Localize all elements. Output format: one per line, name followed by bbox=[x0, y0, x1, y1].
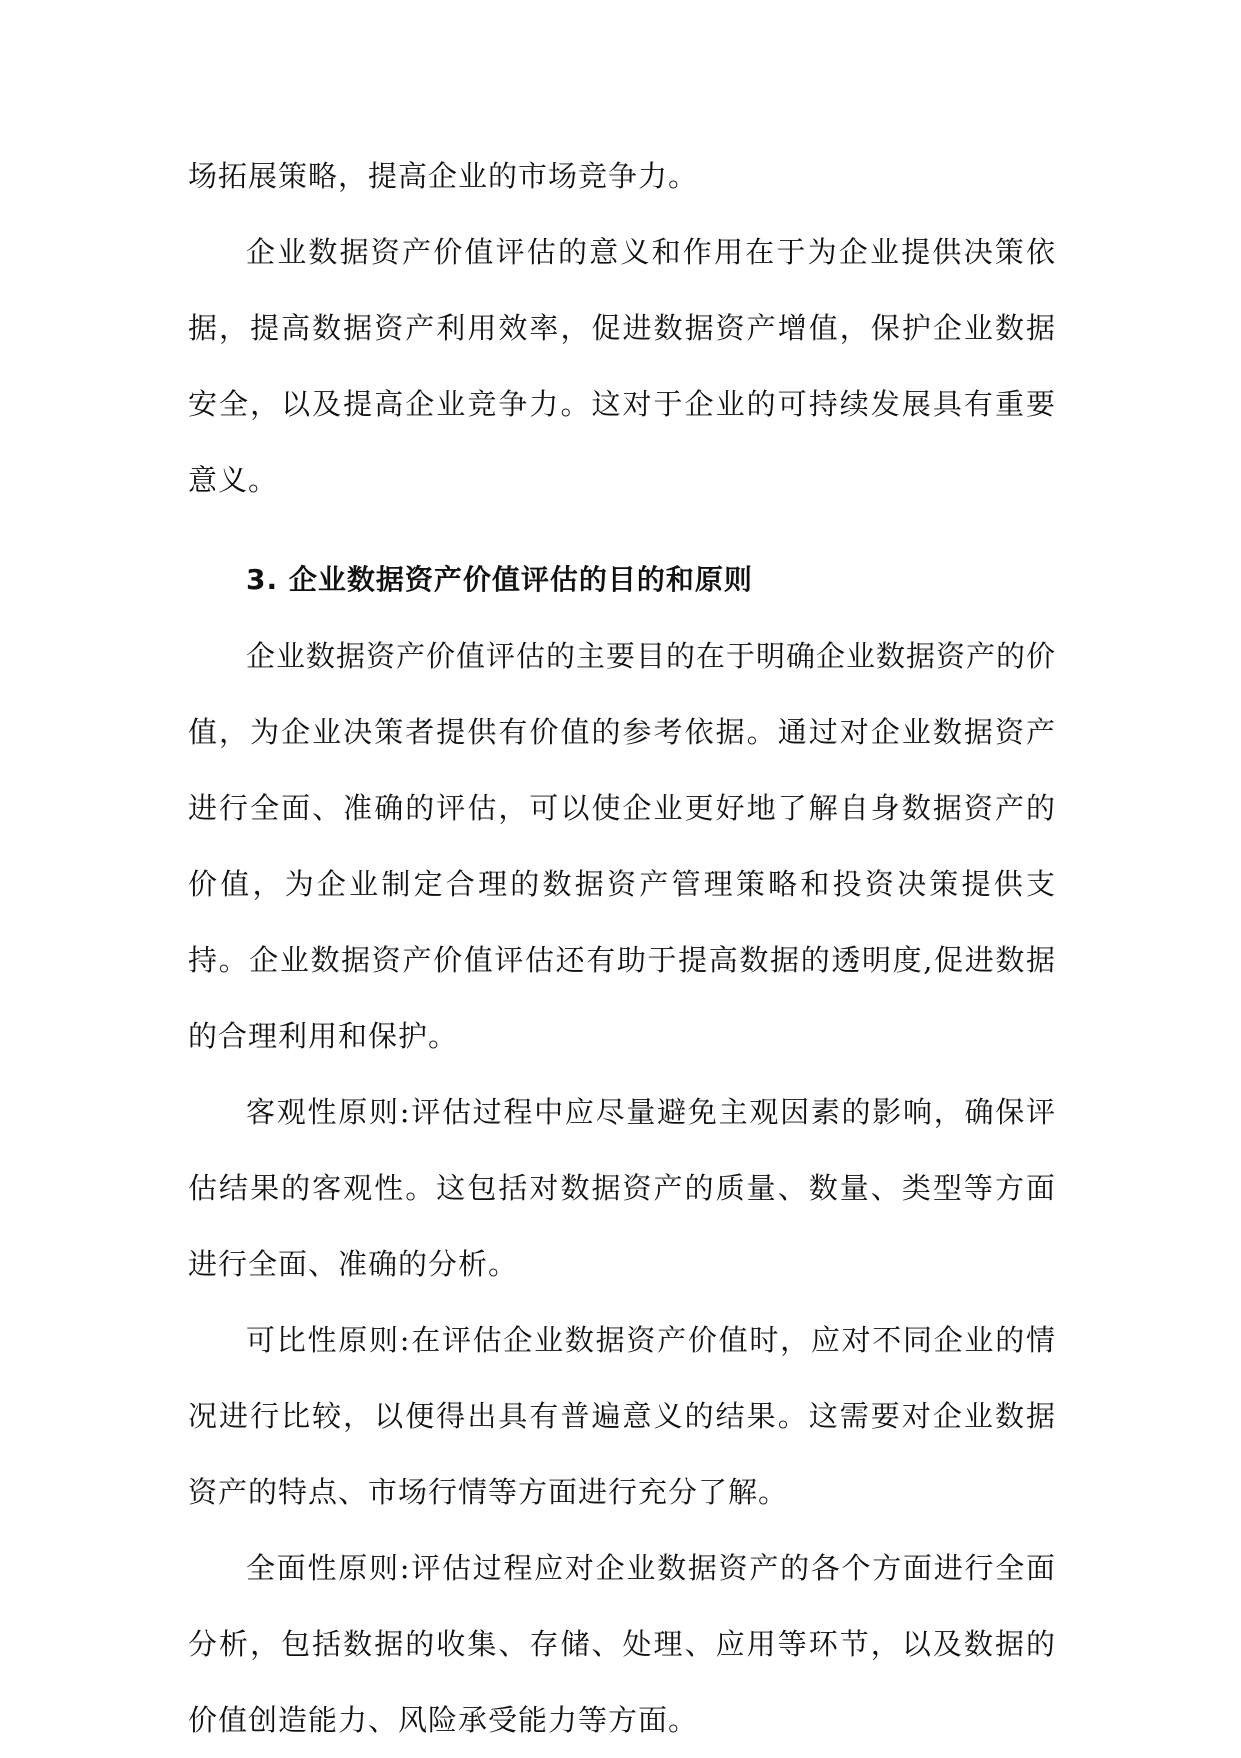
section-heading: 3. 企业数据资产价值评估的目的和原则 bbox=[246, 563, 753, 596]
document-body bbox=[188, 138, 1056, 1758]
paragraph-gap bbox=[188, 518, 1056, 542]
paragraph-significance: 企业数据资产价值评估的意义和作用在于为企业提供决策依据，提高数据资产利用效率，促进数据资产增值，保护企业数据安全，以及提高企业竞争力。这对于企业的可持续发展具有重要意义。 bbox=[188, 235, 1056, 497]
paragraph-comparability-principle: 可比性原则:在评估企业数据资产价值时，应对不同企业的情况进行比较，以便得出具有普遍意义的结果。这需要对企业数据资产的特点、市场行情等方面进行充分了解。 bbox=[188, 1323, 1056, 1509]
paragraph-purpose: 企业数据资产价值评估的主要目的在于明确企业数据资产的价值，为企业决策者提供有价值的参考依据。通过对企业数据资产进行全面、准确的评估，可以使企业更好地了解自身数据资产的价值，为企业制定合理的数据资产管理策略和投资决策提供支持。企业数据资产价值评估还有助于提高数据的透明度,促进数据的合理利用和保护。 bbox=[188, 639, 1057, 1053]
paragraph-comprehensiveness-principle: 全面性原则:评估过程应对企业数据资产的各个方面进行全面分析，包括数据的收集、存储、处理、应用等环节，以及数据的价值创造能力、风险承受能力等方面。 bbox=[188, 1551, 1056, 1737]
paragraph-continuation: 场拓展策略，提高企业的市场竞争力。 bbox=[188, 159, 699, 193]
paragraph-objectivity-principle: 客观性原则:评估过程中应尽量避免主观因素的影响，确保评估结果的客观性。这包括对数据资产的质量、数量、类型等方面进行全面、准确的分析。 bbox=[188, 1095, 1056, 1281]
